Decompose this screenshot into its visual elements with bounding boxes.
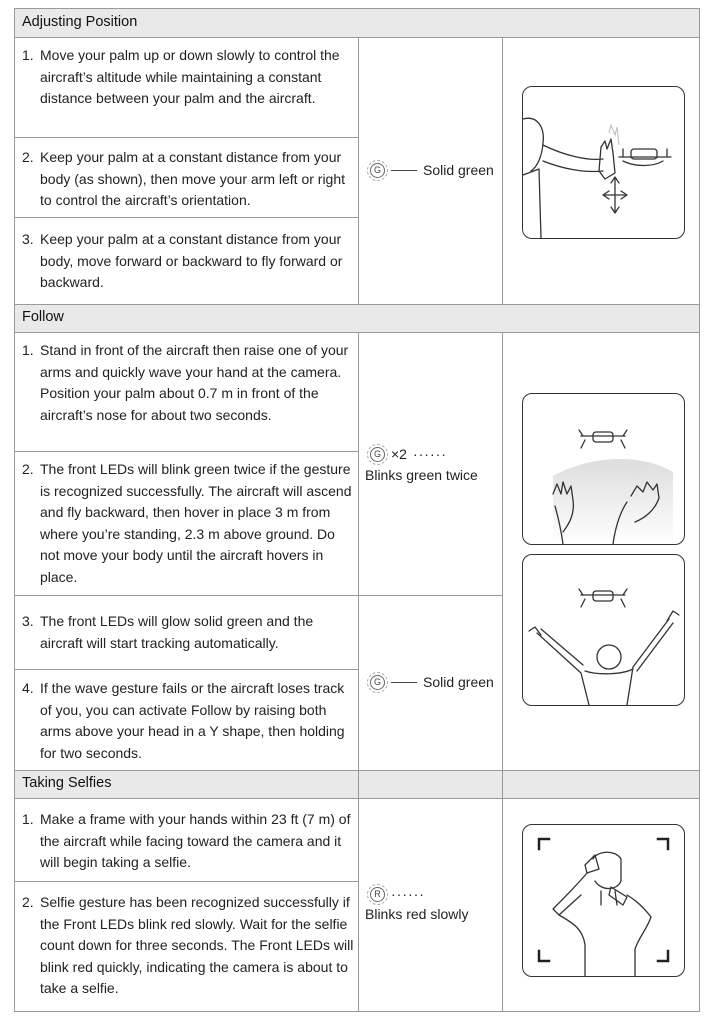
rule — [14, 451, 358, 452]
selfie-frame-gesture-drawing — [523, 825, 684, 976]
led-indicator-blink-red — [370, 886, 425, 902]
led-indicator-solid-green — [370, 674, 494, 690]
instruction-table — [14, 8, 700, 1012]
led-label: Blinks green twice — [365, 467, 478, 483]
rule — [14, 1011, 700, 1012]
step-number: 3. — [22, 613, 34, 629]
step-number: 1. — [22, 342, 34, 358]
step-cell — [22, 459, 354, 588]
section-title: Follow — [22, 309, 64, 325]
led-label: Solid green — [423, 162, 494, 178]
led-dash — [391, 682, 417, 683]
rule — [14, 8, 15, 1012]
step-number: 1. — [22, 811, 34, 827]
y-shape-gesture-illustration — [522, 554, 685, 706]
step-number: 4. — [22, 680, 34, 696]
step-text: Make a frame with your hands within 23 ft (7 m) of the aircraft while facing toward the camera and it will begin taking a selfie. — [40, 811, 351, 870]
step-cell — [22, 340, 354, 426]
step-cell — [22, 45, 354, 110]
rule — [358, 37, 359, 304]
rule — [502, 332, 503, 1012]
rule — [502, 37, 503, 304]
step-cell — [22, 147, 354, 212]
step-cell — [22, 809, 354, 874]
section-title: Adjusting Position — [22, 14, 138, 30]
rule — [699, 8, 700, 1012]
step-cell — [22, 892, 354, 1000]
palm-control-illustration — [522, 86, 685, 239]
led-blink-count: ×2 — [391, 446, 407, 462]
section-header-taking-selfies — [14, 770, 700, 798]
y-shape-gesture-drawing — [523, 555, 684, 705]
rule — [14, 137, 358, 138]
rule — [14, 304, 700, 305]
led-indicator-blink-green — [370, 446, 447, 462]
rule — [14, 595, 502, 596]
rule — [14, 37, 700, 38]
led-dots: ······ — [391, 886, 425, 902]
led-dash — [391, 170, 417, 171]
step-cell — [22, 678, 354, 764]
led-indicator-solid-green — [370, 162, 494, 178]
step-text: Move your palm up or down slowly to control the aircraft’s altitude while maintaining a constant distance between your palm and the aircraft. — [40, 47, 340, 106]
step-number: 2. — [22, 149, 34, 165]
step-number: 3. — [22, 231, 34, 247]
rule — [502, 770, 503, 798]
section-header-adjusting-position — [14, 8, 700, 37]
rule — [14, 332, 700, 333]
rule — [14, 217, 358, 218]
led-icon: R — [370, 887, 385, 902]
selfie-frame-gesture-illustration — [522, 824, 685, 977]
rule — [14, 881, 358, 882]
rule — [14, 798, 700, 799]
section-header-follow — [14, 304, 700, 332]
wave-gesture-illustration — [522, 393, 685, 545]
led-label: Solid green — [423, 674, 494, 690]
step-number: 2. — [22, 461, 34, 477]
step-text: The front LEDs will blink green twice if the gesture is recognized successfully. The aircraft will ascend and fly backward, then hover in place 3 m from where you’re standing, 2.3 m above ground. Do not move your body until the aircraft hovers in place. — [40, 461, 352, 585]
led-icon: G — [370, 447, 385, 462]
palm-control-drawing — [523, 87, 684, 238]
rule — [358, 332, 359, 1012]
step-text: Keep your palm at a constant distance from your body (as shown), then move your arm left or right to control the aircraft’s orientation. — [40, 149, 346, 208]
step-text: Stand in front of the aircraft then raise one of your arms and quickly wave your hand at the camera. Position your palm about 0.7 m in front of the aircraft’s nose for about two seconds. — [40, 342, 349, 423]
step-number: 1. — [22, 47, 34, 63]
step-text: Selfie gesture has been recognized successfully if the Front LEDs blink red slowly. Wait for the selfie count down for three seconds. The Front LEDs will blink red quickly, indicating the camera is about to take a selfie. — [40, 894, 354, 996]
rule — [14, 669, 358, 670]
step-number: 2. — [22, 894, 34, 910]
step-text: The front LEDs will glow solid green and the aircraft will start tracking automatically. — [40, 613, 314, 651]
step-text: Keep your palm at a constant distance from your body, move forward or backward to fly forward or backward. — [40, 231, 343, 290]
step-cell — [22, 229, 354, 294]
rule — [358, 770, 359, 798]
led-label: Blinks red slowly — [365, 906, 469, 922]
led-icon: G — [370, 163, 385, 178]
step-text: If the wave gesture fails or the aircraft loses track of you, you can activate Follow by raising both arms above your head in a Y shape, then holding for two seconds. — [40, 680, 345, 761]
section-title: Taking Selfies — [22, 775, 112, 791]
led-icon: G — [370, 675, 385, 690]
led-dots: ······ — [412, 446, 447, 462]
rule — [14, 770, 700, 771]
step-cell — [22, 611, 354, 654]
rule — [14, 8, 700, 9]
wave-gesture-drawing — [523, 394, 684, 544]
